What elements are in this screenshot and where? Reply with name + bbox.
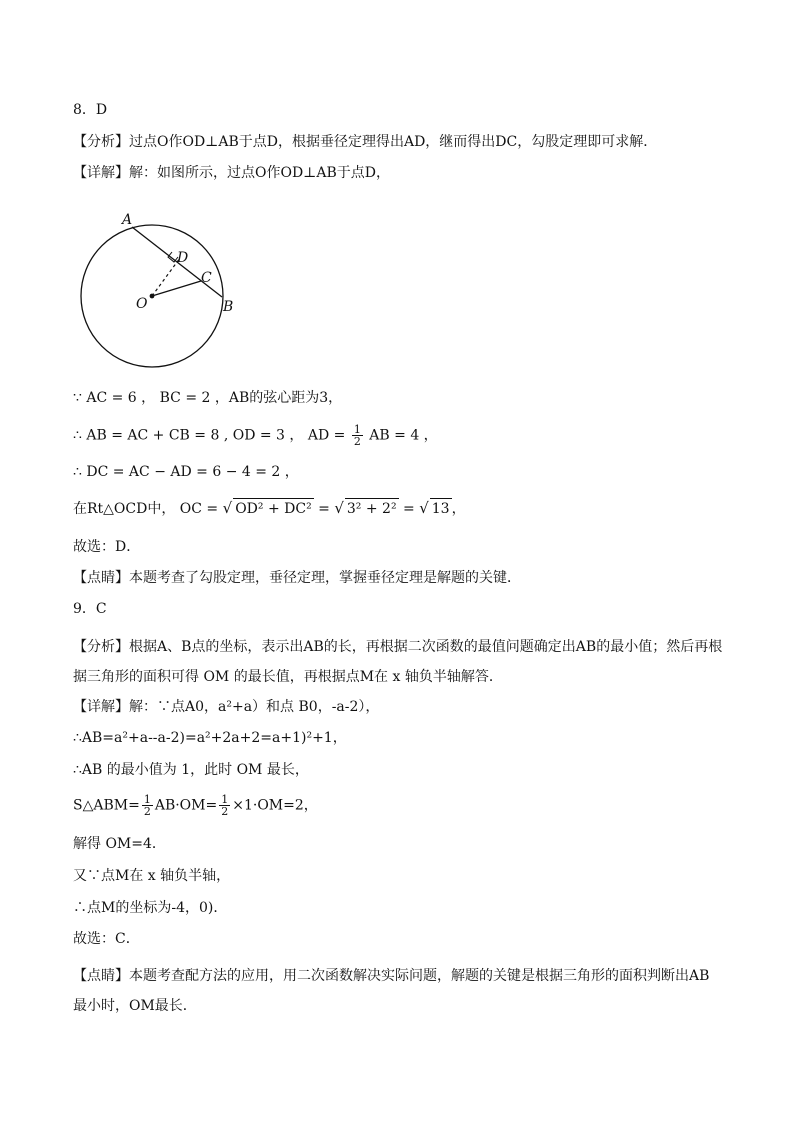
- q8-step4-sqrt3: 13: [430, 498, 452, 519]
- label-o: O: [136, 296, 148, 312]
- radical-icon: √: [222, 499, 233, 517]
- q9-analysis: [73, 632, 723, 692]
- q9-comment-tag: 【点睛】: [73, 968, 129, 984]
- q8-choose: 故选：D．: [73, 539, 141, 555]
- q9-comment-text: 本题考查配方法的应用，用二次函数解决实际问题，解题的关键是根据三角形的面积判断出AB最小时，OM最长．: [73, 968, 710, 1014]
- q9-comment: [73, 961, 723, 1021]
- q8-step1: ∵ AC = 6 ， BC = 2 ，AB的弦心距为3，: [73, 390, 343, 406]
- q8-analysis-tag: 【分析】: [73, 134, 129, 150]
- q8-comment-text: 本题考查了勾股定理，垂径定理，掌握垂径定理是解题的关键．: [129, 570, 521, 586]
- segment-oc: [152, 281, 201, 296]
- fraction-denominator: 2: [353, 435, 361, 448]
- q8-detail-text: 解：如图所示，过点O作OD⊥AB于点D，: [129, 165, 390, 181]
- q8-step4-left: 在Rt△OCD中， OC =: [73, 501, 219, 517]
- q9-step2: ∴AB 的最小值为 1，此时 OM 最长，: [73, 762, 309, 778]
- q8-step4-eq1: =: [318, 501, 330, 517]
- q9-step3-b: AB·OM=: [154, 797, 218, 814]
- q8-answer: 8．D: [73, 102, 108, 118]
- segment-od-dashed: [152, 258, 180, 296]
- fraction-numerator: 1: [143, 793, 151, 806]
- q9-step3-fraction1: [142, 794, 153, 817]
- q8-detail: [73, 163, 390, 183]
- q8-step4: [73, 498, 466, 519]
- q9-detail-text: 解：∵点A0，a²+a）和点 B0，-a-2），: [129, 699, 380, 715]
- q8-step2-right: AB = 4 ，: [369, 427, 438, 444]
- q9-step3-a: S△ABM=: [73, 797, 140, 814]
- q8-circle-figure: [70, 205, 260, 375]
- q8-step4-end: ，: [451, 501, 466, 517]
- q8-step3: ∴ DC = AC − AD = 6 − 4 = 2 ，: [73, 464, 299, 480]
- q8-detail-tag: 【详解】: [73, 165, 129, 181]
- q8-analysis-text: 过点O作OD⊥AB于点D，根据垂径定理得出AD，继而得出DC，勾股定理即可求解．: [129, 134, 658, 150]
- fraction-denominator: 2: [221, 805, 229, 818]
- q9-choose: 故选：C．: [73, 931, 140, 947]
- label-b: B: [223, 299, 234, 315]
- q8-step4-eq2: =: [403, 501, 415, 517]
- q9-step4: 解得 OM=4．: [73, 836, 166, 852]
- q8-step2-fraction: [352, 424, 363, 447]
- q9-analysis-tag: 【分析】: [73, 639, 129, 655]
- q9-detail: [73, 697, 379, 717]
- q8-step2: [73, 424, 438, 447]
- label-c: C: [201, 270, 212, 286]
- q9-step3-c: ×1·OM=2，: [232, 797, 318, 814]
- q9-step6: ∴点M的坐标为-4，0)．: [73, 900, 228, 916]
- q9-answer: 9．C: [73, 601, 107, 617]
- q8-step4-sqrt2: 3² + 2²: [345, 498, 399, 519]
- radical-icon: √: [419, 499, 429, 517]
- q8-step2-left: ∴ AB = AC + CB = 8 , OD = 3 ， AD =: [73, 427, 346, 444]
- q9-detail-tag: 【详解】: [73, 699, 129, 715]
- fraction-numerator: 1: [353, 423, 361, 436]
- center-point-o: [150, 294, 155, 299]
- q8-step4-sqrt1: OD² + DC²: [233, 498, 314, 519]
- q9-step3: [73, 794, 318, 817]
- label-a: A: [122, 212, 133, 228]
- q9-step1: ∴AB=a²+a--a-2)=a²+2a+2=a+1)²+1，: [73, 730, 347, 746]
- fraction-denominator: 2: [143, 805, 151, 818]
- label-d: D: [177, 250, 189, 266]
- fraction-numerator: 1: [221, 793, 229, 806]
- q8-comment: [73, 568, 521, 588]
- q9-step3-fraction2: [219, 794, 230, 817]
- q8-comment-tag: 【点睛】: [73, 570, 129, 586]
- q9-analysis-text: 根据A、B点的坐标，表示出AB的长，再根据二次函数的最值问题确定出AB的最小值；然后再根据三角形的面积可得 OM 的最长值，再根据点M在 x 轴负半轴解答．: [73, 639, 723, 685]
- radical-icon: √: [334, 499, 344, 517]
- q8-analysis: [73, 132, 657, 152]
- q9-step5: 又∵点M在 x 轴负半轴，: [73, 868, 231, 884]
